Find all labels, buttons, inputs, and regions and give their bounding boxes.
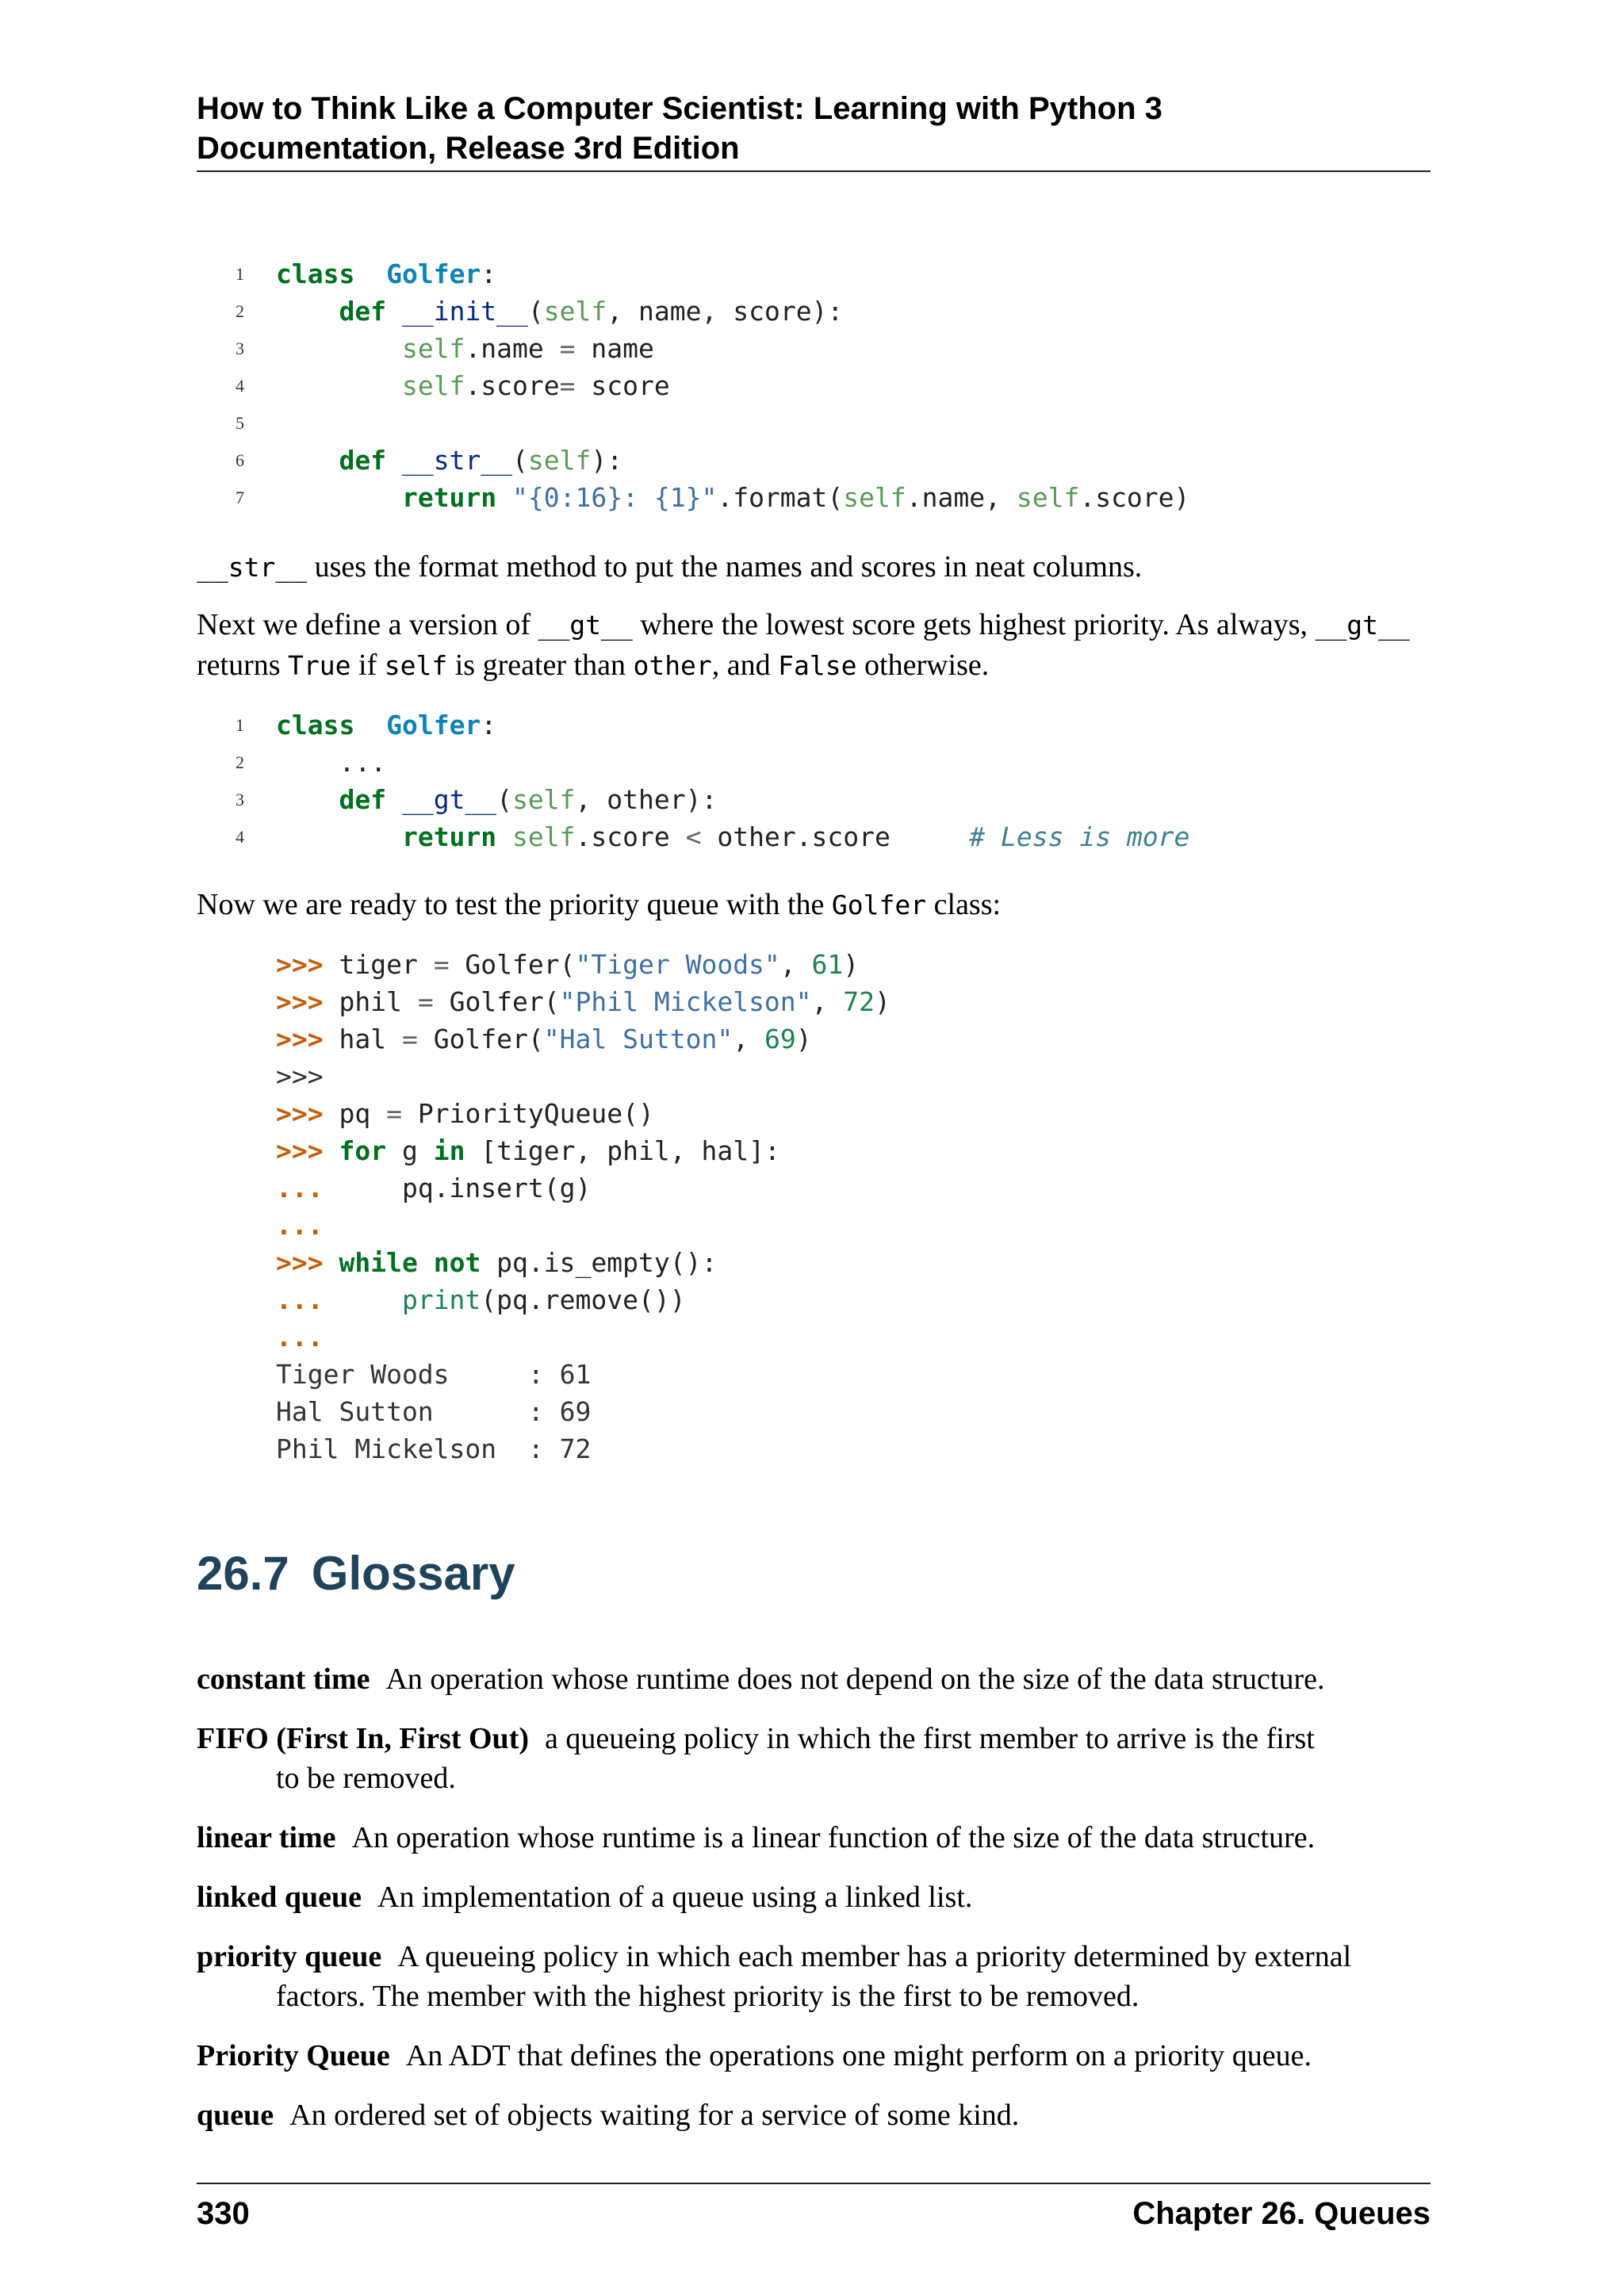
glossary-term: linear time [197,1821,336,1854]
code-token: ... [276,1173,324,1203]
glossary-definition: An ADT that defines the operations one might perform on a priority queue. [405,2039,1312,2072]
code-token: ) [843,949,860,980]
code-token: hal [323,1024,402,1054]
code-text [276,367,670,404]
glossary-entry [197,2036,1431,2076]
chapter-title: Chapter 26. Queues [1132,2196,1431,2231]
code-token: return [401,482,497,513]
header-line-2: Documentation, Release 3rd Edition [197,131,740,166]
code-token: Golfer [386,710,481,740]
code-token: class [276,710,355,740]
code-token: .score [575,821,686,852]
code-token: , [811,986,844,1017]
code-token: ) [795,1024,812,1054]
section-heading-glossary [197,1546,515,1601]
inline-code-other: other [633,650,712,681]
code-token: Golfer( [449,949,576,980]
code-token: in [433,1135,465,1166]
glossary-entry [197,1659,1431,1699]
text-segment: if [350,649,385,682]
code-token: other.score [701,821,970,852]
glossary-entry [197,1719,1431,1798]
code-token [386,296,402,327]
line-number: 6 [236,450,244,470]
code-token: = [559,370,576,401]
code-token: = [386,1098,402,1129]
code-token: ( [527,296,544,327]
code-token: tiger [323,949,434,980]
code-token: "Hal Sutton" [543,1024,733,1054]
inline-code-str: __str__ [197,552,308,583]
code-token [354,258,386,289]
code-token: : [481,258,497,289]
code-token: = [417,986,434,1017]
glossary-definition-continued: factors. The member with the highest priority is the first to be removed. [276,1980,1139,2013]
code-text [276,293,843,330]
glossary-term: priority queue [197,1940,382,1973]
code-token: .name [465,333,560,364]
glossary-definition: a queueing policy in which the first member to arrive is the first [545,1722,1315,1755]
code-token: PriorityQueue() [401,1098,654,1129]
code-token: , [779,949,812,980]
code-token: __gt__ [401,784,497,815]
code-token: Hal Sutton : 69 [276,1396,592,1427]
code-token: ... [276,1284,324,1315]
code-token: def [339,445,387,476]
code-text [276,330,654,367]
text-segment: class: [926,888,1002,921]
line-number: 4 [236,376,244,396]
code-token: 69 [764,1024,796,1054]
code-token: __str__ [401,445,513,476]
code-token: Golfer( [417,1024,544,1054]
code-token: .name, [906,482,1017,513]
code-text [276,946,859,983]
code-token: class [276,258,355,289]
text-segment: otherwise. [856,649,990,682]
code-token: = [401,1024,418,1054]
code-token: < [685,821,702,852]
code-token: , [733,1024,764,1054]
code-token: def [339,784,387,815]
paragraph-str-description [197,547,1431,587]
code-token: not [433,1247,481,1278]
code-token: pq.insert(g) [323,1173,592,1203]
footer-rule [197,2183,1431,2184]
glossary-definition: An ordered set of objects waiting for a service of some kind. [289,2099,1020,2132]
code-text [276,781,717,818]
code-token: self [1016,482,1080,513]
section-number: 26.7 [197,1547,289,1600]
code-token: .score [465,370,560,401]
text-segment: where the lowest score gets highest priority. As always, [632,608,1316,641]
code-token: self [512,784,576,815]
inline-code-gt: __gt__ [538,610,633,641]
code-token: .score) [1079,482,1190,513]
code-token: ( [496,784,513,815]
code-token: self [401,333,465,364]
header-rule [197,170,1431,172]
code-token: for [339,1135,387,1166]
code-token: print [401,1284,481,1315]
line-number: 2 [236,752,244,772]
code-token: ): [591,445,623,476]
code-text [276,706,496,744]
code-token: : [481,710,497,740]
line-number: 3 [236,339,244,358]
code-token: Golfer( [433,986,560,1017]
code-token [496,821,512,852]
code-token: [tiger, phil, hal]: [465,1135,780,1166]
code-token: Golfer [386,258,481,289]
code-token: pq.is_empty(): [481,1247,718,1278]
line-number: 1 [236,264,244,284]
code-token: ) [875,986,891,1017]
code-text [276,983,891,1020]
code-token [276,296,339,327]
code-token: ... [276,747,387,778]
paragraph-test-intro [197,885,1431,925]
code-token: self [527,445,592,476]
line-number: 1 [236,715,244,735]
code-token: pq [323,1098,387,1129]
code-token: g [386,1135,434,1166]
code-token [324,1284,402,1315]
code-text [276,1058,324,1095]
code-token: >>> [276,1098,324,1129]
code-token: "Tiger Woods" [575,949,780,980]
code-token: (pq.remove()) [481,1284,686,1315]
code-text [276,1207,324,1244]
code-token: , other): [575,784,718,815]
code-token [418,1247,434,1278]
code-text [276,1132,780,1169]
header-line-1: How to Think Like a Computer Scientist: Learning with Python 3 [197,91,1162,126]
code-token: >>> [276,949,324,980]
code-token [386,445,402,476]
line-number: 2 [236,301,244,321]
text-segment: is greater than [447,649,634,682]
glossary-definition-continued: to be removed. [276,1762,456,1795]
code-text [276,479,1189,516]
code-token: self [543,296,607,327]
code-token: .format( [717,482,844,513]
code-token: , name, score): [607,296,844,327]
code-token: ... [276,1210,324,1241]
code-token [276,333,402,364]
code-text [276,818,1189,855]
line-number: 5 [236,413,244,433]
code-token: ( [512,445,528,476]
code-token [496,482,512,513]
code-text [276,1095,654,1132]
glossary-entry [197,2095,1431,2135]
glossary-term: linked queue [197,1881,362,1914]
code-token: 61 [811,949,844,980]
paragraph-text: uses the format method to put the names and scores in neat columns. [307,550,1143,584]
text-segment: Now we are ready to test the priority queue with the [197,888,832,921]
code-token: # Less is more [969,821,1190,852]
inline-code-true: True [288,650,351,681]
code-text [276,1169,591,1207]
line-number: 7 [236,488,244,507]
line-number: 3 [236,790,244,809]
inline-code-self: self [384,650,448,681]
code-token: while [339,1247,418,1278]
code-token [276,821,402,852]
page-number: 330 [197,2196,250,2231]
inline-code-false: False [778,650,857,681]
text-segment: Next we define a version of [197,608,538,641]
code-token: self [512,821,576,852]
code-text [276,1430,591,1468]
glossary-entry [197,1877,1431,1917]
glossary-definition: An operation whose runtime is a linear function of the size of the data structure. [351,1821,1316,1854]
code-token: >>> [276,1247,324,1278]
code-text [276,1318,324,1356]
code-token [324,1135,339,1166]
glossary-term: FIFO (First In, First Out) [197,1722,530,1755]
code-text [276,442,622,479]
glossary-term: queue [197,2099,274,2132]
code-token: return [401,821,497,852]
glossary-definition: An implementation of a queue using a linked list. [377,1881,973,1914]
inline-code-gt: __gt__ [1315,610,1410,641]
code-text [276,1244,717,1281]
text-segment: returns [197,649,289,682]
code-token: Tiger Woods : 61 [276,1359,592,1390]
code-token: >>> [276,1135,324,1166]
code-text [276,1281,686,1318]
running-header [197,89,1431,168]
code-token: Phil Mickelson : 72 [276,1433,592,1464]
paragraph-gt-description [197,605,1431,686]
code-token [276,482,402,513]
code-token [276,445,339,476]
code-token [386,784,402,815]
code-text [276,1393,591,1430]
code-token: = [559,333,576,364]
code-token [324,1247,339,1278]
section-title: Glossary [311,1547,515,1600]
code-token: >>> [276,1024,324,1054]
code-text [276,255,496,293]
glossary-term: Priority Queue [197,2039,390,2072]
code-token: phil [323,986,418,1017]
code-token: name [575,333,654,364]
glossary-definition: A queueing policy in which each member has a priority determined by external [397,1940,1352,1973]
glossary-entry [197,1937,1431,2016]
code-token: = [433,949,450,980]
code-text [276,1020,812,1058]
text-segment: , and [711,649,779,682]
code-token: "Phil Mickelson" [559,986,812,1017]
code-text [276,1356,591,1393]
code-token: score [575,370,670,401]
inline-code-golfer: Golfer [831,890,927,920]
line-number: 4 [236,827,244,847]
code-token: self [401,370,465,401]
glossary-entry [197,1818,1431,1858]
code-token: 72 [843,986,875,1017]
code-token: def [339,296,387,327]
glossary-definition: An operation whose runtime does not depend on the size of the data structure. [385,1663,1325,1696]
code-token: >>> [276,1061,324,1092]
code-token: self [843,482,906,513]
code-text [276,744,386,781]
code-token: __init__ [401,296,528,327]
code-token [276,370,402,401]
glossary-term: constant time [197,1663,370,1696]
code-token [354,710,386,740]
code-token: ... [276,1322,324,1353]
code-token [276,784,339,815]
code-token: >>> [276,986,324,1017]
code-token: "{0:16}: {1}" [512,482,718,513]
